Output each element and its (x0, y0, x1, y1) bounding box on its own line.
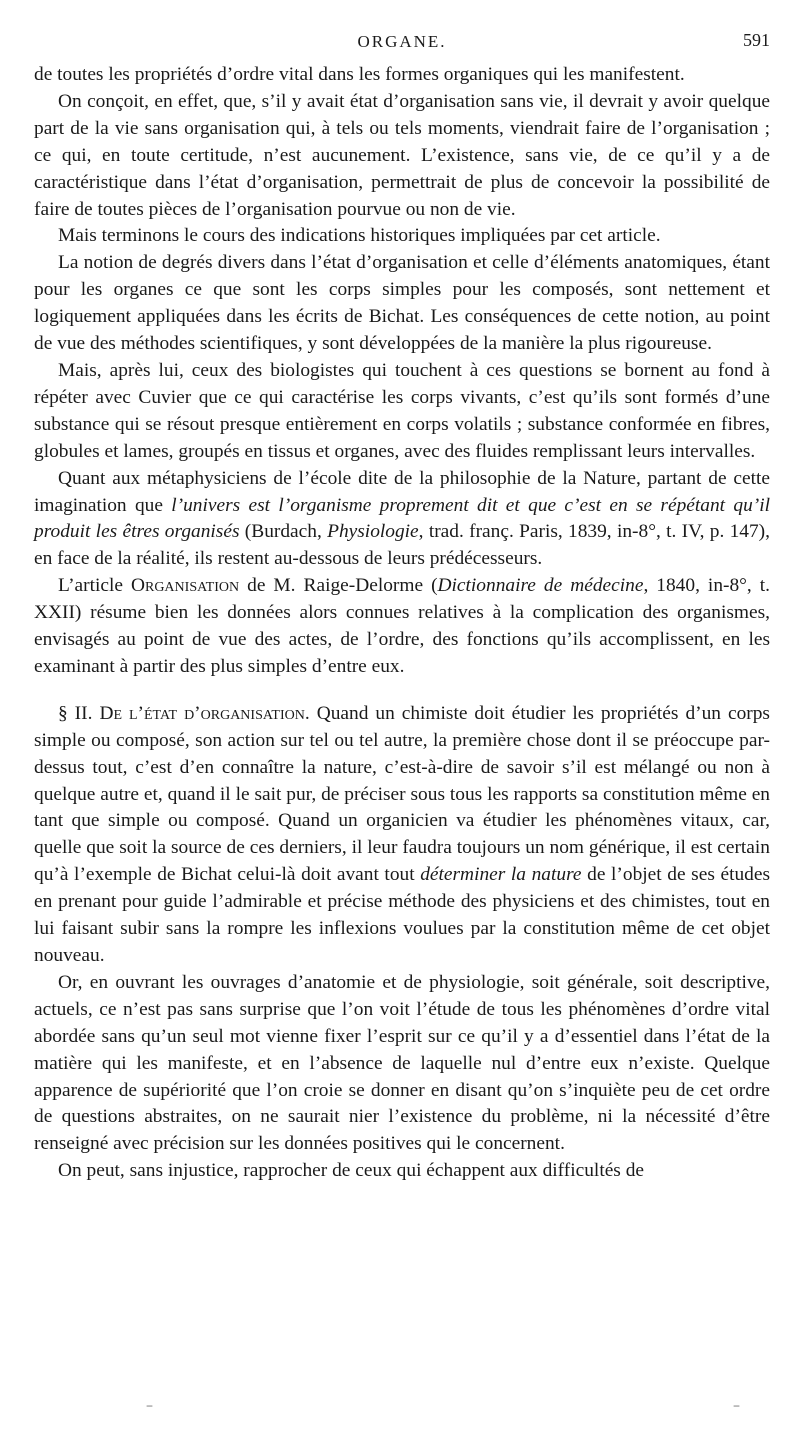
emphasized-phrase: déterminer la nature (420, 864, 582, 886)
text-run: (Burdach, (239, 521, 328, 543)
cited-work-title: Dictionnaire de médecine (437, 575, 644, 597)
book-page (34, 28, 770, 1418)
footer-mark-right: – (733, 1398, 740, 1414)
cited-work-title: Physiologie (327, 521, 419, 543)
page-number: 591 (743, 30, 770, 50)
footer-marks (34, 1398, 770, 1418)
text-run: de M. Raige-Delorme ( (239, 575, 438, 597)
text-run: Quant aux métaphysiciens de l’école dite de la philosophie de la Nature, partant de cette imagination que (34, 467, 770, 516)
running-title: ORGANE. (357, 32, 447, 51)
paragraph (34, 466, 770, 574)
page-body (34, 62, 770, 1185)
paragraph: On conçoit, en effet, que, s’il y avait état d’organisation sans vie, il devrait y avoir quelque part de la vie sans organisation qui, à tels ou tels moments, viendrait faire de l’organisation ; ce qui, en toute certitude, n’est aucunement. L’existence, sans vie, de ce qu’il y a de caractéristique dans l’état d’organisation, permettrait de plus de concevoir la possibilité de faire de toutes pièces de l’organisation pourvue ou non de vie. (34, 90, 770, 220)
section-heading: De l’état d’organisation. (99, 702, 310, 724)
paragraph-continuation: de toutes les propriétés d’ordre vital dans les formes organiques qui les manifestent. (34, 64, 685, 85)
paragraph: Mais, après lui, ceux des biologistes qui touchent à ces questions se bornent au fond à répéter avec Cuvier que ce qui caractérise les corps vivants, c’est qu’ils sont formés d’une substance qui se résout presque entièrement en corps volatils ; substance conformée en fibres, globules et lames, groupés en tissus et organes, avec des fluides remplissant leurs intervalles. (34, 359, 770, 462)
article-name: Organisation (130, 575, 240, 597)
text-run: L’article (58, 575, 131, 597)
section-number: § II. (58, 702, 100, 724)
paragraph: La notion de degrés divers dans l’état d’organisation et celle d’éléments anatomiques, étant pour les organes ce que sont les corps simples pour les composés, sont nettement et logiquement appliquées dans les écrits de Bichat. Les conséquences de cette notion, au point de vue des méthodes scientifiques, y sont développées de la manière la plus rigoureuse. (34, 252, 770, 355)
text-run: , 1840, in-8°, t. XXII) résume bien les données alors connues relatives à la complication des organismes, envisagés au point de vue des actes, de l’ordre, des fonctions qu’ils accomplissent, en les examinant à partir des plus simples d’entre eux. (34, 575, 771, 677)
text-run: Quand un chimiste doit étudier les propriétés d’un corps simple ou composé, son action sur tel ou tel autre, la première chose dont il se préoccupe par-dessus tout, c’est d’en connaître la nature, c’est-à-dire de savoir s’il est mélangé ou non à quelque autre et, quand il le sait pur, de préciser sous tous les rapports sa constitution même en tant que simple ou composé. Quand un organicien va étudier les phénomènes vitaux, car, quelle que soit la source de ces derniers, il leur faudra toujours un nom générique, il est certain qu’à l’exemple de Bichat celui-là doit avant tout (34, 702, 770, 886)
running-head (34, 28, 770, 62)
paragraph (34, 573, 770, 681)
paragraph: On peut, sans injustice, rapprocher de ceux qui échappent aux difficultés de (58, 1160, 645, 1182)
footer-mark-left: – (146, 1398, 153, 1414)
text-run: , trad. franç. Paris, 1839, in-8°, t. IV, p. 147), en face de la réalité, ils restent au-dessous de leurs prédécesseurs. (34, 521, 770, 570)
section-paragraph (34, 701, 770, 970)
paragraph: Or, en ouvrant les ouvrages d’anatomie et de physiologie, soit générale, soit descriptive, actuels, ce n’est pas sans surprise que l’on voit l’étude de tous les phénomènes d’ordre vital abordée sans qu’un seul mot vienne fixer l’esprit sur ce qu’il y a d’essentiel dans l’état de la matière qui les manifeste, et en l’absence de laquelle nul d’entre eux n’existe. Quelque apparence de supériorité que l’on croie se donner en disant qu’on s’inquiète peu de cet ordre de questions abstraites, on ne saurait nier l’existence du problème, ni la nécessité d’être renseigné avec précision sur les données positives qui le concernent. (34, 971, 770, 1155)
paragraph: Mais terminons le cours des indications historiques impliquées par cet article. (58, 225, 661, 247)
quoted-thesis: l’univers est l’organisme proprement dit et que c’est en se répétant qu’il produit les êtres organisés (34, 494, 770, 543)
text-run: de l’objet de ses études en prenant pour guide l’admirable et précise méthode des physiciens et des chimistes, tout en lui faisant subir sans la rompre les inflexions voulues par la constitution même de cet objet nouveau. (34, 864, 771, 966)
